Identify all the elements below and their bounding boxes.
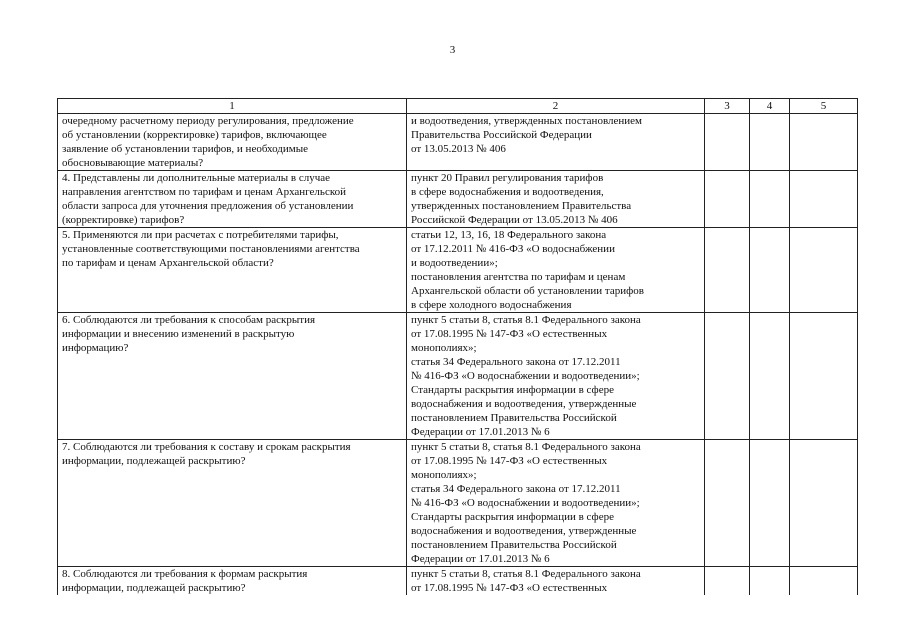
table-row <box>58 313 858 440</box>
col-5-cell <box>790 313 858 440</box>
header-col-4: 4 <box>750 99 790 114</box>
col-4-cell <box>750 171 790 228</box>
col-3-cell <box>705 567 750 596</box>
page-number: 3 <box>449 44 456 56</box>
col-4-cell <box>750 313 790 440</box>
legal-basis-cell: пункт 5 статьи 8, статья 8.1 Федерального закона от 17.08.1995 № 147-ФЗ «О естественных монополиях»; статья 34 Федерального закона от 17.12.2011 № 416-ФЗ «О водоснабжении и водоотведении»; Стандарты раскрытия информации в сфере водоснабжения и водоотведения, утвержденные постановлением Правительства Российской Федерации от 17.01.2013 № 6 <box>407 313 705 440</box>
col-5-cell <box>790 171 858 228</box>
header-col-5: 5 <box>790 99 858 114</box>
question-cell: очередному расчетному периоду регулирования, предложение об установлении (корректировке) тарифов, включающее заявление об установлении тарифов, и необходимые обосновывающие материалы? <box>58 114 407 171</box>
header-col-3: 3 <box>705 99 750 114</box>
header-col-1: 1 <box>58 99 407 114</box>
header-col-2: 2 <box>407 99 705 114</box>
question-cell: 6. Соблюдаются ли требования к способам раскрытия информации и внесению изменений в раскрытую информацию? <box>58 313 407 440</box>
col-5-cell <box>790 228 858 313</box>
col-3-cell <box>705 440 750 567</box>
checklist-table <box>57 98 858 595</box>
table-header-row <box>58 99 858 114</box>
legal-basis-cell: пункт 20 Правил регулирования тарифов в сфере водоснабжения и водоотведения, утвержденных постановлением Правительства Российской Федерации от 13.05.2013 № 406 <box>407 171 705 228</box>
col-4-cell <box>750 114 790 171</box>
legal-basis-cell: и водоотведения, утвержденных постановлением Правительства Российской Федерации от 13.05.2013 № 406 <box>407 114 705 171</box>
col-3-cell <box>705 228 750 313</box>
col-5-cell <box>790 440 858 567</box>
legal-basis-cell: пункт 5 статьи 8, статья 8.1 Федерального закона от 17.08.1995 № 147-ФЗ «О естественных <box>407 567 705 596</box>
legal-basis-cell: статьи 12, 13, 16, 18 Федерального закона от 17.12.2011 № 416-ФЗ «О водоснабжении и водоотведении»; постановления агентства по тарифам и ценам Архангельской области об установлении тарифов в сфере холодного водоснабжения <box>407 228 705 313</box>
col-3-cell <box>705 114 750 171</box>
table-row <box>58 440 858 567</box>
col-3-cell <box>705 313 750 440</box>
table-row <box>58 228 858 313</box>
question-cell: 5. Применяются ли при расчетах с потребителями тарифы, установленные соответствующими постановлениями агентства по тарифам и ценам Архангельской области? <box>58 228 407 313</box>
question-cell: 8. Соблюдаются ли требования к формам раскрытия информации, подлежащей раскрытию? <box>58 567 407 596</box>
table-row <box>58 114 858 171</box>
col-5-cell <box>790 114 858 171</box>
question-cell: 4. Представлены ли дополнительные материалы в случае направления агентством по тарифам и ценам Архангельской области запроса для уточнения предложения об установлении (корректировке) тарифов? <box>58 171 407 228</box>
col-4-cell <box>750 567 790 596</box>
col-4-cell <box>750 228 790 313</box>
table-row <box>58 567 858 596</box>
question-cell: 7. Соблюдаются ли требования к составу и срокам раскрытия информации, подлежащей раскрытию? <box>58 440 407 567</box>
col-4-cell <box>750 440 790 567</box>
col-5-cell <box>790 567 858 596</box>
col-3-cell <box>705 171 750 228</box>
table-row <box>58 171 858 228</box>
legal-basis-cell: пункт 5 статьи 8, статья 8.1 Федерального закона от 17.08.1995 № 147-ФЗ «О естественных монополиях»; статья 34 Федерального закона от 17.12.2011 № 416-ФЗ «О водоснабжении и водоотведении»; Стандарты раскрытия информации в сфере водоснабжения и водоотведения, утвержденные постановлением Правительства Российской Федерации от 17.01.2013 № 6 <box>407 440 705 567</box>
